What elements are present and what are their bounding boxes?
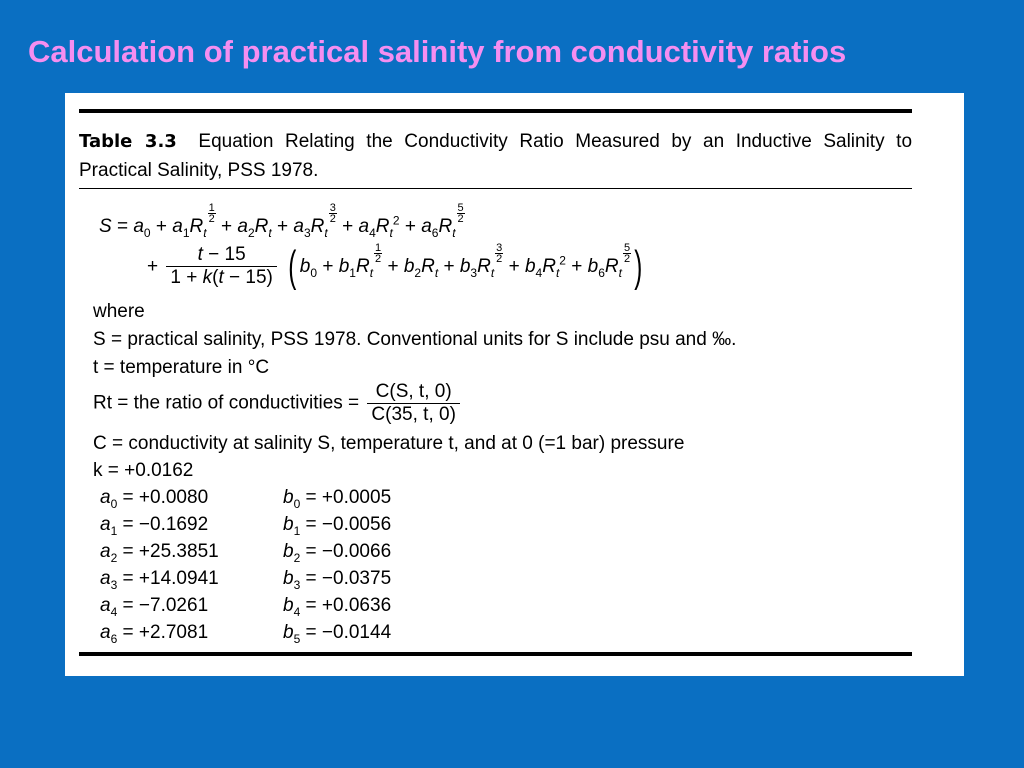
definition-S: S = practical salinity, PSS 1978. Conventional units for S include psu and ‰. [93, 329, 737, 350]
coefficient-a0: $a_0 = +0.0080$ [100, 487, 209, 511]
definition-k: k = +0.0162 [93, 460, 194, 481]
caption-rule [79, 188, 912, 189]
definition-C: C = conductivity at salinity S, temperature t, and at 0 (=1 bar) pressure [93, 433, 685, 454]
coefficient-b3: $b_3 = -0.0375$ [283, 568, 392, 592]
table-caption [79, 127, 912, 185]
ratio-numerator: C(S, t, 0) [367, 381, 459, 404]
slide-title: Calculation of practical salinity from conductivity ratios [28, 34, 847, 69]
top-rule [79, 109, 912, 113]
coefficient-b0: $b_0 = +0.0005$ [283, 487, 392, 511]
coefficient-a4: $a_4 = -7.0261$ [100, 595, 209, 619]
equation-line-2: + $\frac{t - 15}{1 + k(t - 15)}$ ( $b_0 + b_1R_t$ $\frac{1}{2}$ + $b_2R_t + b_3R_t$ $\frac{3}{2}$ + $b_4R_t^2 + b_6R_t$ $\frac{5}{2}$ ) [147, 241, 643, 291]
equation-line-1: $S = a_0 + a_1R_t$ $\frac{1}{2}$ + $a_2R_t + a_3R_t$ $\frac{3}{2}$ + $a_4R_t^2 + a_6R_t$ $\frac{5}{2}$ [99, 202, 464, 240]
table-number: Table 3.3 [79, 131, 177, 152]
table-panel [65, 93, 964, 676]
coefficient-a5: $a_6 = +2.7081$ [100, 622, 209, 646]
coefficient-a2: $a_2 = +25.3851$ [100, 541, 219, 565]
definition-Rt [93, 381, 463, 426]
coefficient-b4: $b_4 = +0.0636$ [283, 595, 392, 619]
ratio-denominator: C(35, t, 0) [371, 404, 456, 425]
definition-Rt-text: Rt = the ratio of conductivities = [93, 392, 360, 414]
bottom-rule [79, 652, 912, 656]
definition-t: t = temperature in °C [93, 357, 270, 378]
table-caption-text: Equation Relating the Conductivity Ratio Measured by an Inductive Salinity to Practical Salinity, PSS 1978. [79, 131, 913, 181]
conductivity-ratio-fraction [367, 381, 459, 426]
coefficient-b1: $b_1 = -0.0056$ [283, 514, 392, 538]
coefficient-b2: $b_2 = -0.0066$ [283, 541, 392, 565]
where-label: where [93, 301, 145, 322]
coefficient-b5: $b_5 = -0.0144$ [283, 622, 392, 646]
coefficient-a1: $a_1 = -0.1692$ [100, 514, 209, 538]
coefficient-a3: $a_3 = +14.0941$ [100, 568, 219, 592]
